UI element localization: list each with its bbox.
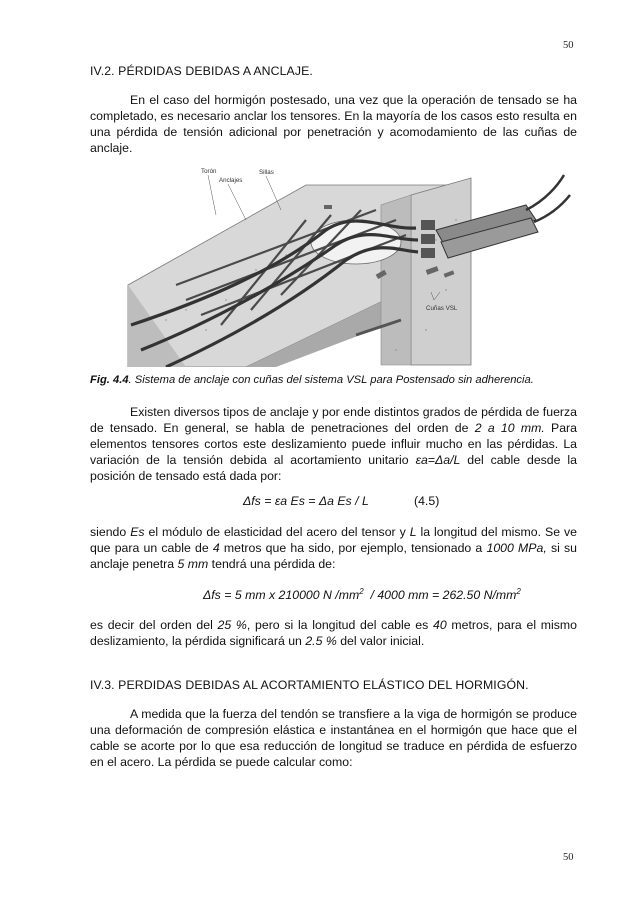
paragraph-text: del valor inicial. <box>336 634 425 648</box>
paragraph-text: metros, para el mismo deslizamiento, la pérdida significará un <box>90 618 577 648</box>
paragraph-tipos-anclaje <box>90 404 577 484</box>
anchorage-illustration <box>126 160 571 367</box>
value-25pct: 25 % <box>217 618 247 632</box>
paragraph-text: tendrá una pérdida de: <box>208 557 336 571</box>
symbol-es: Es <box>130 525 145 539</box>
label-sillas: Sillas <box>259 169 274 176</box>
value-mpa: 1000 MPa, <box>486 541 547 555</box>
value-2-5pct: 2.5 % <box>305 634 337 648</box>
value-40: 40 <box>433 618 447 632</box>
equation-part: Δfs = 5 mm x 210000 N /mm <box>203 588 360 602</box>
paragraph-anclaje-intro <box>90 92 577 156</box>
paragraph-text: En el caso del hormigón postesado, una vez que la operación de tensado se ha completado, es necesario anclar los tensores. En la mayoría de los casos esto resulta en una pérdida de tensión adicional por penetración y acomodamiento de las cuñas de anclaje. <box>90 93 577 155</box>
section-heading-iv3: IV.3. PERDIDAS DEBIDAS AL ACORTAMIENTO ELÁSTICO DEL HORMIGÓN. <box>90 678 529 692</box>
label-anclajes: Anclajes <box>219 177 243 184</box>
superscript: 2 <box>516 587 521 596</box>
page-number-bottom: 50 <box>563 852 574 863</box>
paragraph-acortamiento <box>90 706 577 770</box>
equation-4-5 <box>243 494 369 508</box>
range-value: 2 a 10 mm. <box>474 421 545 435</box>
equation-part: / 4000 mm = 262.50 N/mm <box>370 588 517 602</box>
paragraph-text: es decir del orden del <box>90 618 218 632</box>
paragraph-text: la longitud del mismo. Se ve que para un cable de <box>90 525 577 555</box>
strain-symbol: εa=Δa/L <box>415 453 461 467</box>
anchorage-figure <box>126 160 571 367</box>
figure-caption-label: Fig. 4.4 <box>90 374 129 386</box>
value-5mm: 5 mm <box>177 557 209 571</box>
paragraph-es-decir <box>90 617 577 649</box>
section-heading-iv2: IV.2. PÉRDIDAS DEBIDAS A ANCLAJE. <box>90 64 313 78</box>
figure-caption-text: . Sistema de anclaje con cuñas del sistema VSL para Postensado sin adherencia. <box>128 374 534 386</box>
paragraph-text: del cable desde la posición de tensado está dada por: <box>90 453 577 483</box>
paragraph-text: Para elementos tensores cortos este deslizamiento puede influir mucho en las pérdidas. La variación de la tensión debida al acortamiento unitario <box>90 421 577 467</box>
superscript: 2 <box>359 587 364 596</box>
paragraph-text: si su anclaje penetra <box>90 541 578 571</box>
equation-number: (4.5) <box>414 494 440 508</box>
paragraph-text: siendo <box>90 525 131 539</box>
symbol-l: L <box>409 525 417 539</box>
paragraph-text: , pero si la longitud del cable es <box>246 618 434 632</box>
label-cunas-vsl: Cuñas VSL <box>426 305 458 312</box>
page-number-top: 50 <box>563 40 574 51</box>
label-toron: Torón <box>201 168 217 175</box>
paragraph-siendo <box>90 524 577 572</box>
paragraph-text: metros que ha sido, por ejemplo, tensionado a <box>219 541 487 555</box>
equation-example <box>203 588 521 602</box>
equation-expression: Δfs = εa Es = Δa Es / L <box>243 494 369 508</box>
value-4: 4 <box>212 541 220 555</box>
figure-caption <box>90 374 580 386</box>
paragraph-text: el módulo de elasticidad del acero del tensor y <box>144 525 410 539</box>
paragraph-text: Existen diversos tipos de anclaje y por ende distintos grados de pérdida de fuerza de tensado. En general, se habla de penetraciones del orden de <box>90 405 577 435</box>
paragraph-text: A medida que la fuerza del tendón se transfiere a la viga de hormigón se produce una deformación de compresión elástica e instantánea en el hormigón que hace que el cable se acorte por lo que esa reducción de longitud se traduce en pérdida de esfuerzo en el acero. La pérdida se puede calcular como: <box>90 707 577 769</box>
